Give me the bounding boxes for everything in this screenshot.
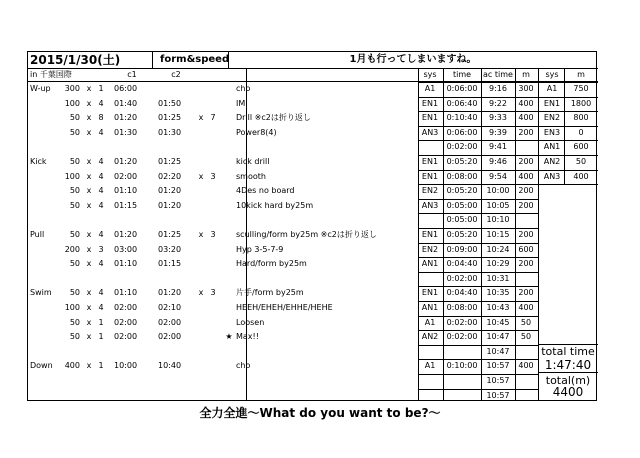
- summary-m: 0: [578, 127, 584, 137]
- cell-dist: 100: [64, 98, 80, 108]
- total-m-label: total(m): [545, 374, 591, 387]
- cell-c1: 01:20: [114, 113, 138, 123]
- cell-dist: 50: [69, 157, 80, 166]
- cell-c2: 02:00: [158, 317, 182, 327]
- cell-ac: 10:05: [486, 200, 510, 210]
- cell-x: x: [86, 332, 92, 342]
- cell-m: 200: [518, 157, 534, 166]
- cell-rep: 1: [98, 361, 104, 371]
- cell-time: 0:02:00: [446, 332, 478, 342]
- cell-rep: 4: [98, 288, 104, 298]
- cell-m: 200: [518, 200, 534, 210]
- grid-line: [538, 140, 598, 141]
- grid-line: [418, 155, 538, 156]
- cell-ac: 10:45: [486, 317, 510, 327]
- cell-ac: 10:47: [486, 346, 510, 356]
- cell-m: 200: [518, 230, 534, 239]
- practice-type: form&speed: [160, 54, 230, 65]
- cell-n: 3: [210, 230, 216, 239]
- grid-line: [538, 82, 598, 83]
- summary-sys: EN3: [543, 127, 561, 137]
- cell-desc: IM: [236, 98, 246, 108]
- grid-line: [418, 243, 538, 244]
- cell-dist: 200: [64, 244, 80, 254]
- grid-line: [538, 111, 598, 112]
- cell-desc: Drill ※c2は折り返し: [236, 113, 311, 123]
- cell-time: 0:06:00: [446, 127, 478, 137]
- grid-line: [418, 126, 538, 127]
- cell-desc: Loosen: [236, 317, 265, 327]
- cell-mult: x: [198, 113, 204, 123]
- m-header: m: [522, 70, 530, 79]
- cell-c1: 01:20: [114, 230, 138, 239]
- cell-time: 0:04:40: [446, 288, 478, 298]
- summary-m: 600: [573, 142, 589, 152]
- cell-rep: 4: [98, 259, 104, 269]
- total-m-value: 4400: [552, 385, 584, 399]
- summary-sys-header: sys: [545, 70, 559, 79]
- cell-m: 600: [518, 244, 534, 254]
- cell-time: 0:05:20: [446, 230, 478, 239]
- cell-mult: x: [198, 230, 204, 239]
- total-time-value: 1:47:40: [544, 358, 592, 372]
- cell-rep: 4: [98, 157, 104, 166]
- cell-ac: 10:10: [486, 215, 510, 225]
- cell-time: 0:05:20: [446, 186, 478, 196]
- grid-line: [418, 345, 538, 346]
- cell-x: x: [86, 200, 92, 210]
- grid-line: [418, 68, 419, 400]
- cell-sys: EN1: [421, 98, 439, 108]
- time-header: time: [452, 70, 472, 79]
- summary-m-header: m: [577, 70, 585, 79]
- cell-sys: A1: [424, 317, 436, 327]
- cell-ac: 9:39: [489, 127, 507, 137]
- cell-m: 50: [520, 332, 532, 342]
- cell-ac: 10:31: [486, 273, 510, 283]
- grid-line: [538, 126, 598, 127]
- cell-c1: 06:00: [114, 84, 138, 93]
- cell-c1: 01:10: [114, 186, 138, 196]
- cell-rep: 4: [98, 171, 104, 181]
- grid-line: [418, 272, 538, 273]
- grid-line: [418, 359, 538, 360]
- summary-m: 50: [575, 157, 587, 166]
- grid-line: [418, 111, 538, 112]
- cell-desc: cho: [236, 84, 251, 93]
- cell-sys: EN1: [421, 113, 439, 123]
- cell-dist: 400: [64, 361, 80, 371]
- cell-ac: 9:16: [489, 84, 507, 93]
- cell-c1: 02:00: [114, 332, 138, 342]
- cell-mult: x: [198, 288, 204, 298]
- cell-desc: sculling/form by25m ※c2は折り返し: [236, 230, 377, 239]
- cell-c1: 01:10: [114, 288, 138, 298]
- cell-x: x: [86, 259, 92, 269]
- cell-rep: 1: [98, 317, 104, 327]
- grid-line: [418, 330, 538, 331]
- grid-line: [152, 52, 153, 68]
- cell-time: 0:02:00: [446, 273, 478, 283]
- cell-ac: 10:57: [486, 361, 510, 371]
- cell-ac: 10:43: [486, 303, 510, 312]
- header-comment: 1月も行ってしまいますね。: [349, 54, 477, 65]
- cell-dist: 50: [69, 332, 80, 342]
- cell-rep: 4: [98, 303, 104, 312]
- grid-line: [28, 68, 598, 69]
- cell-dist: 50: [69, 259, 80, 269]
- cell-rep: 8: [98, 113, 104, 123]
- grid-line: [443, 68, 444, 400]
- total-time-label: total time: [541, 345, 595, 358]
- cell-c1: 10:00: [114, 361, 138, 371]
- cell-ac: 10:47: [486, 332, 510, 342]
- cell-c1: 02:00: [114, 171, 138, 181]
- grid-line: [538, 97, 598, 98]
- cell-time: 0:05:00: [446, 200, 478, 210]
- cell-desc: smooth: [236, 171, 266, 181]
- cell-sys: EN1: [421, 171, 439, 181]
- cell-ac: 10:24: [486, 244, 510, 254]
- cell-ac: 10:15: [486, 230, 510, 239]
- cell-dist: 50: [69, 113, 80, 123]
- cell-ac: 9:46: [489, 157, 507, 166]
- cell-dist: 50: [69, 186, 80, 196]
- summary-sys: EN2: [543, 113, 561, 123]
- cell-desc: 10kick hard by25m: [236, 200, 314, 210]
- grid-line: [418, 228, 538, 229]
- cell-ac: 9:54: [489, 171, 507, 181]
- cell-m: 200: [518, 186, 534, 196]
- cell-c1: 01:20: [114, 157, 138, 166]
- cell-c1: 01:15: [114, 200, 138, 210]
- cell-x: x: [86, 157, 92, 166]
- cell-ac: 10:57: [486, 376, 510, 385]
- cell-dist: 50: [69, 200, 80, 210]
- grid-line: [515, 68, 516, 400]
- cell-x: x: [86, 361, 92, 371]
- grid-line: [418, 82, 538, 83]
- cell-desc: Hard/form by25m: [236, 259, 307, 269]
- cell-n: 3: [210, 288, 216, 298]
- cell-time: 0:05:00: [446, 215, 478, 225]
- cell-x: x: [86, 127, 92, 137]
- cell-sys: AN2: [421, 332, 439, 342]
- grid-line: [418, 286, 538, 287]
- cell-x: x: [86, 98, 92, 108]
- summary-m: 750: [573, 84, 589, 93]
- cell-sys: AN3: [421, 127, 439, 137]
- cell-time: 0:10:40: [446, 113, 478, 123]
- summary-sys: EN1: [543, 98, 561, 108]
- cell-c2: 03:20: [158, 244, 182, 254]
- summary-sys: AN2: [543, 157, 561, 166]
- cell-x: x: [86, 317, 92, 327]
- cell-m: 400: [518, 113, 534, 123]
- cell-c2: 02:20: [158, 171, 182, 181]
- cell-ac: 9:22: [489, 98, 507, 108]
- cell-sys: A1: [424, 84, 436, 93]
- cell-c2: 10:40: [158, 361, 182, 371]
- cell-dist: 100: [64, 171, 80, 181]
- cell-x: x: [86, 171, 92, 181]
- cell-m: 400: [518, 98, 534, 108]
- slogan: 全力全進〜What do you want to be?〜: [199, 406, 441, 420]
- cell-m: 50: [520, 317, 532, 327]
- cell-m: 200: [518, 259, 534, 269]
- cell-c1: 02:00: [114, 317, 138, 327]
- cell-ac: 9:41: [489, 142, 507, 152]
- cell-dist: 300: [64, 84, 80, 93]
- grid-line: [418, 184, 538, 185]
- cell-ac: 9:33: [489, 113, 507, 123]
- cell-m: 400: [518, 171, 534, 181]
- cell-m: 400: [518, 361, 534, 371]
- cell-ac: 10:57: [486, 390, 510, 400]
- actime-header: ac time: [483, 70, 513, 79]
- grid-line: [246, 68, 247, 400]
- cell-rep: 4: [98, 230, 104, 239]
- cell-star: ★: [225, 332, 233, 342]
- cell-sys: EN2: [421, 186, 439, 196]
- cell-sys: AN1: [421, 303, 439, 312]
- grid-line: [538, 170, 598, 171]
- cell-sys: EN1: [421, 230, 439, 239]
- grid-line: [228, 52, 229, 68]
- cell-m: 200: [518, 127, 534, 137]
- cell-mult: x: [198, 171, 204, 181]
- cell-dist: 50: [69, 127, 80, 137]
- cell-c2: 02:10: [158, 303, 182, 312]
- cell-rep: 4: [98, 186, 104, 196]
- cell-c1: 01:40: [114, 98, 138, 108]
- cell-sys: EN1: [421, 288, 439, 298]
- cell-desc: Power8(4): [236, 127, 277, 137]
- cell-ac: 10:35: [486, 288, 510, 298]
- cell-c2: 01:25: [158, 157, 182, 166]
- cell-ac: 10:29: [486, 259, 510, 269]
- grid-line: [538, 68, 539, 400]
- cell-time: 0:10:00: [446, 361, 478, 371]
- cell-desc: cho: [236, 361, 251, 371]
- summary-sys: AN3: [543, 171, 561, 181]
- cell-n: 7: [210, 113, 216, 123]
- cell-desc: 4Des no board: [236, 186, 295, 196]
- summary-sys: A1: [546, 84, 558, 93]
- cell-c2: 01:50: [158, 98, 182, 108]
- cell-rep: 4: [98, 127, 104, 137]
- grid-line: [538, 155, 598, 156]
- cell-c2: 01:15: [158, 259, 182, 269]
- grid-line: [538, 184, 598, 185]
- cell-desc: 片手/form by25m: [236, 288, 304, 298]
- cell-x: x: [86, 244, 92, 254]
- cell-c2: 01:30: [158, 127, 182, 137]
- grid-line: [538, 372, 598, 373]
- cell-c2: 01:20: [158, 186, 182, 196]
- cell-x: x: [86, 303, 92, 312]
- cell-desc: kick drill: [236, 157, 270, 166]
- grid-line: [418, 389, 538, 390]
- cell-time: 0:08:00: [446, 171, 478, 181]
- cell-c1: 01:30: [114, 127, 138, 137]
- cell-desc: Hyp 3-5-7-9: [236, 244, 284, 254]
- cell-time: 0:02:00: [446, 142, 478, 152]
- cell-c2: 01:25: [158, 230, 182, 239]
- grid-line: [418, 97, 538, 98]
- summary-m: 800: [573, 113, 589, 123]
- cell-time: 0:02:00: [446, 317, 478, 327]
- cell-m: 400: [518, 303, 534, 312]
- cell-section: Down: [30, 361, 53, 371]
- cell-section: W-up: [30, 84, 51, 93]
- cell-time: 0:09:00: [446, 244, 478, 254]
- cell-x: x: [86, 113, 92, 123]
- grid-line: [418, 140, 538, 141]
- grid-line: [538, 344, 598, 345]
- practice-sheet: [27, 51, 597, 401]
- cell-time: 0:08:00: [446, 303, 478, 312]
- cell-x: x: [86, 288, 92, 298]
- cell-rep: 1: [98, 84, 104, 93]
- cell-time: 0:06:40: [446, 98, 478, 108]
- cell-sys: AN3: [421, 200, 439, 210]
- cell-c2: 01:20: [158, 200, 182, 210]
- cell-time: 0:05:20: [446, 157, 478, 166]
- grid-line: [418, 199, 538, 200]
- location-label: in 千葉国際: [30, 70, 72, 79]
- cell-c1: 03:00: [114, 244, 138, 254]
- cell-dist: 100: [64, 303, 80, 312]
- summary-m: 400: [573, 171, 589, 181]
- cell-section: Swim: [30, 288, 52, 298]
- date-label: 2015/1/30(土): [30, 53, 121, 67]
- cell-m: 300: [518, 84, 534, 93]
- cell-time: 0:06:00: [446, 84, 478, 93]
- cell-sys: A1: [424, 361, 436, 371]
- cell-sys: EN1: [421, 157, 439, 166]
- grid-line: [481, 68, 482, 400]
- cell-c1: 01:10: [114, 259, 138, 269]
- grid-line: [418, 316, 538, 317]
- cell-sys: EN2: [421, 244, 439, 254]
- cell-m: 200: [518, 288, 534, 298]
- cell-x: x: [86, 230, 92, 239]
- cell-section: Pull: [30, 230, 45, 239]
- cell-desc: Max!!: [236, 332, 259, 342]
- cell-rep: 4: [98, 200, 104, 210]
- grid-line: [418, 170, 538, 171]
- cell-desc: HEEH/EHEH/EHHE/HEHE: [236, 303, 333, 312]
- cell-dist: 50: [69, 230, 80, 239]
- grid-line: [418, 257, 538, 258]
- cell-c1: 02:00: [114, 303, 138, 312]
- c2-header: c2: [171, 70, 181, 79]
- cell-dist: 50: [69, 288, 80, 298]
- grid-line: [418, 301, 538, 302]
- cell-x: x: [86, 84, 92, 93]
- summary-m: 1800: [570, 98, 592, 108]
- cell-x: x: [86, 186, 92, 196]
- cell-c2: 02:00: [158, 332, 182, 342]
- cell-rep: 3: [98, 244, 104, 254]
- sys-header: sys: [423, 70, 437, 79]
- grid-line: [418, 374, 538, 375]
- cell-section: Kick: [30, 157, 47, 166]
- c1-header: c1: [127, 70, 137, 79]
- cell-rep: 1: [98, 332, 104, 342]
- cell-sys: AN1: [421, 259, 439, 269]
- grid-line: [418, 213, 538, 214]
- cell-c2: 01:25: [158, 113, 182, 123]
- cell-dist: 50: [69, 317, 80, 327]
- cell-rep: 4: [98, 98, 104, 108]
- cell-c2: 01:20: [158, 288, 182, 298]
- cell-n: 3: [210, 171, 216, 181]
- cell-ac: 10:00: [486, 186, 510, 196]
- summary-sys: AN1: [543, 142, 561, 152]
- cell-time: 0:04:40: [446, 259, 478, 269]
